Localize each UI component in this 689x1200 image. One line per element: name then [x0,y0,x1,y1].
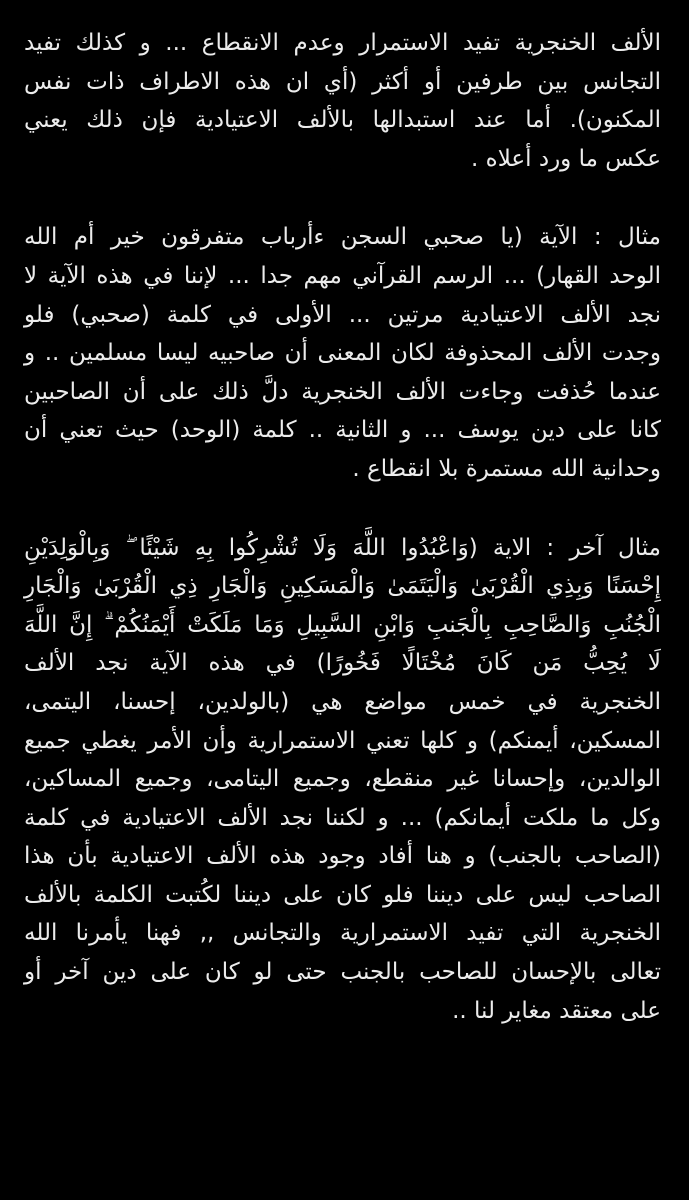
text-line: تعالى بالإحسان للصاحب بالجنب حتى لو كان على دين آخر أو [24,959,661,986]
text-line: الخنجرية التي تفيد الاستمرارية والتجانس ,, فهنا يأمرنا الله [24,920,661,947]
text-line: (الصاحب بالجنب) و هنا أفاد وجود هذه الألف الاعتيادية بأن هذا [24,843,661,870]
text-line: التجانس بين طرفين أو أكثر (أي ان هذه الاطراف ذات نفس [24,68,661,95]
text-line: الْجُنُبِ وَالصَّاحِبِ بِالْجَنبِ وَابْنِ السَّبِيلِ وَمَا مَلَكَتْ أَيْمَنُكُمْ ۗ إِنَّ اللَّهَ [24,611,661,638]
text-line: نجد الألف الاعتيادية مرتين ... الأولى في كلمة (صحبي) فلو [24,301,661,328]
text-line: الوالدين، وإحسانا غير منقطع، وجميع اليتامى، وجميع المساكين، [24,766,661,793]
text-line: الوحد القهار) ... الرسم القرآني مهم جدا ... لإننا في هذه الآية لا [24,262,661,289]
text-line: كانا على دين يوسف ... و الثانية .. كلمة (الوحد) حيث تعني أن [24,417,661,444]
paragraph-example-two [24,529,661,1031]
text-line: الصاحب ليس على ديننا فلو كان على ديننا لكُتبت الكلمة بالألف [24,881,661,908]
text-line: مثال آخر : الاية (وَاعْبُدُوا اللَّهَ وَلَا تُشْرِكُوا بِهِ شَيْئًا ۖ وَبِالْوَلِدَيْنِ [24,534,661,561]
text-line: الخنجرية في خمس مواضع هي (بالولدين، إحسنا، اليتمى، [24,688,661,715]
paragraph-definition [24,24,661,178]
text-line: عكس ما ورد أعلاه . [471,145,661,172]
text-line: عندما حُذفت وجاءت الألف الخنجرية دلَّ ذلك على أن الصاحبين [24,378,661,405]
text-line: على معتقد مغاير لنا .. [452,997,661,1024]
text-line: وجدت الألف المحذوفة لكان المعنى أن صاحبيه ليسا مسلمين .. و [24,340,661,367]
paragraph-example-one [24,218,661,488]
text-line: المكنون). أما عند استبدالها بالألف الاعتيادية فإن ذلك يعني [24,107,661,134]
text-line: المسكين، أيمنكم) و كلها تعني الاستمرارية وأن الأمر يغطي جميع [24,727,661,754]
text-line: وحدانية الله مستمرة بلا انقطاع . [352,455,661,482]
paragraph-gap [24,178,661,218]
text-line: إِحْسَنًا وَبِذِي الْقُرْبَىٰ وَالْيَتَمَىٰ وَالْمَسَكِينِ وَالْجَارِ ذِي الْقُرْبَىٰ وَالْجَارِ [24,573,661,600]
text-line: الألف الخنجرية تفيد الاستمرار وعدم الانقطاع ... و كذلك تفيد [24,30,661,56]
paragraph-gap [24,489,661,529]
text-line: لَا يُحِبُّ مَن كَانَ مُخْتَالًا فَخُورًا) في هذه الآية نجد الألف [24,650,661,677]
text-line: وكل ما ملكت أيمانكم) ... و لكننا نجد الألف الاعتيادية في كلمة [24,804,661,831]
text-line: مثال : الآية (يا صحبي السجن ءأرباب متفرقون خير أم الله [24,224,661,251]
